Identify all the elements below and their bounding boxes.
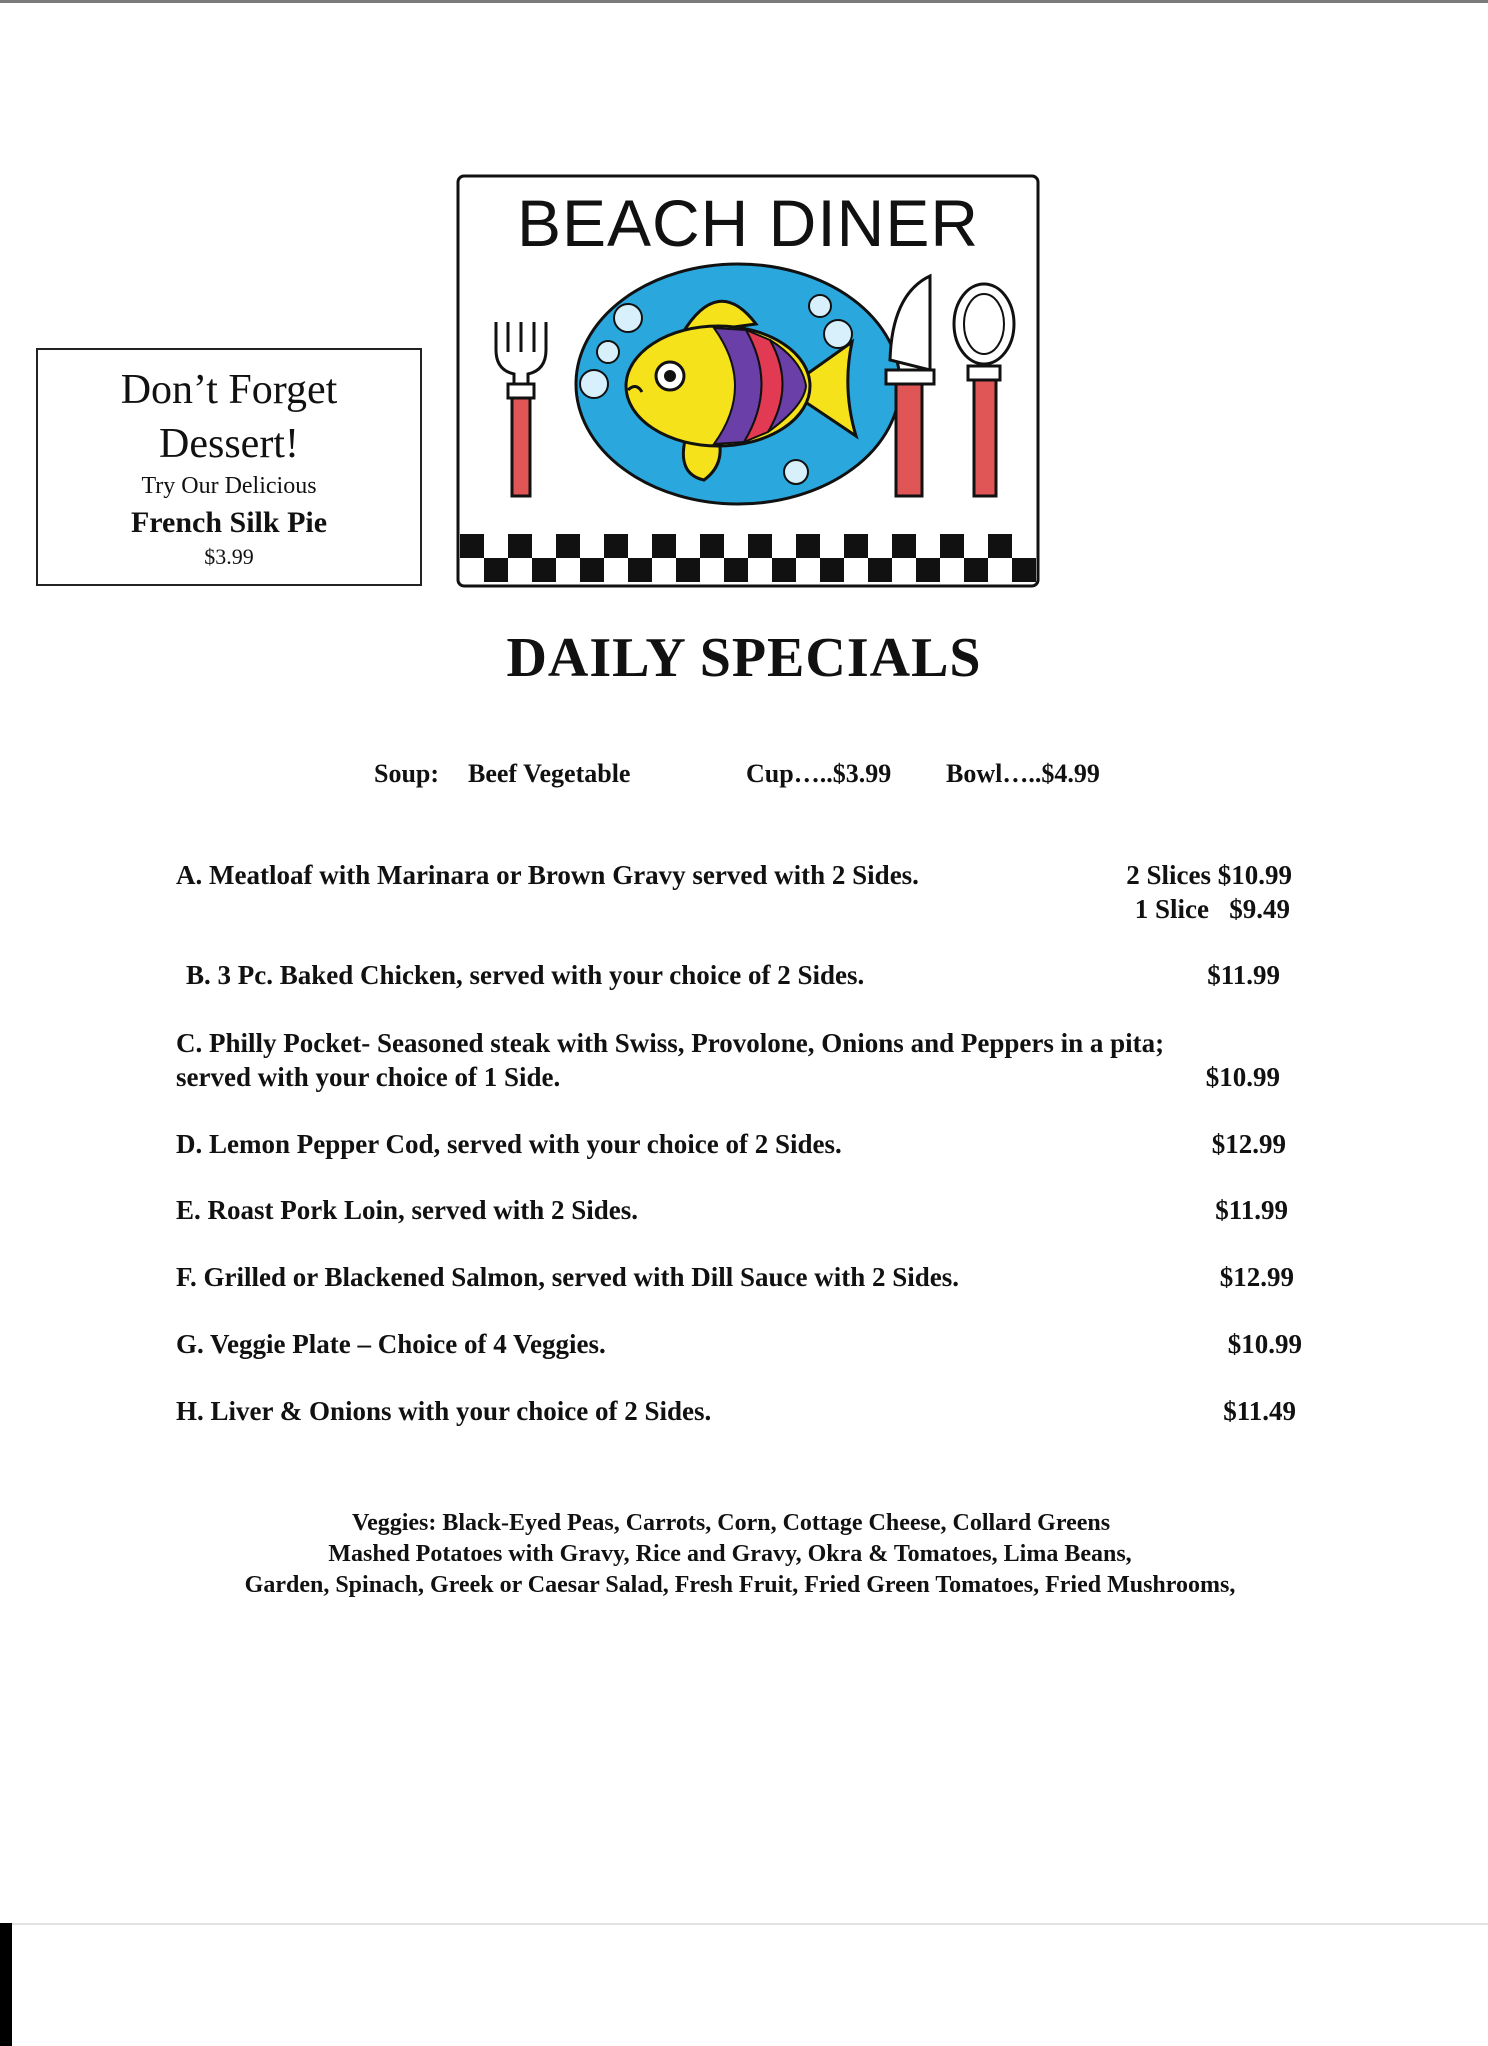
- checker-square: [700, 534, 724, 558]
- checker-square: [964, 558, 988, 582]
- checker-square: [532, 558, 556, 582]
- soup-label: Soup:: [374, 759, 440, 788]
- veggies-line-1: Veggies: Black-Eyed Peas, Carrots, Corn, Cottage Cheese, Collard Greens: [351, 1510, 1111, 1536]
- dessert-line-3: Try Our Delicious: [141, 473, 317, 499]
- checker-square: [604, 534, 628, 558]
- beach-diner-logo: [456, 174, 1040, 588]
- checker-square: [892, 534, 916, 558]
- logo-title: BEACH DINER: [516, 186, 980, 260]
- scan-edge-bottom-left: [0, 1923, 12, 2046]
- checker-square: [724, 558, 748, 582]
- veggies-line-3: Garden, Spinach, Greek or Caesar Salad, Fresh Fruit, Fried Green Tomatoes, Fried Mushrooms,: [244, 1572, 1236, 1598]
- soup-name: Beef Vegetable: [468, 759, 631, 788]
- checker-square: [844, 534, 868, 558]
- checker-square: [796, 534, 820, 558]
- special-c-line-1: C. Philly Pocket- Seasoned steak with Swiss, Provolone, Onions and Peppers in a pita;: [176, 1028, 1165, 1058]
- soup-bowl-price: Bowl…..$4.99: [946, 759, 1100, 788]
- checker-square: [676, 558, 700, 582]
- checker-square: [940, 534, 964, 558]
- checker-square: [988, 534, 1012, 558]
- special-f: F. Grilled or Blackened Salmon, served with Dill Sauce with 2 Sides.: [176, 1262, 960, 1292]
- page-title: DAILY SPECIALS: [506, 627, 982, 689]
- special-b: B. 3 Pc. Baked Chicken, served with your choice of 2 Sides.: [186, 960, 865, 990]
- checker-square: [772, 558, 796, 582]
- special-g-price: $10.99: [1227, 1329, 1302, 1359]
- special-a-price-1: 2 Slices $10.99: [1126, 860, 1292, 890]
- dessert-box: [36, 348, 422, 586]
- checker-square: [916, 558, 940, 582]
- dessert-line-2: Dessert!: [159, 421, 299, 467]
- fish-icon: [576, 264, 900, 504]
- special-g: G. Veggie Plate – Choice of 4 Veggies.: [176, 1329, 606, 1359]
- checker-square: [484, 558, 508, 582]
- veggies-list: [0, 1508, 1488, 1601]
- checker-square: [820, 558, 844, 582]
- checker-square: [460, 534, 484, 558]
- checker-square: [868, 558, 892, 582]
- special-b-price: $11.99: [1207, 960, 1280, 990]
- checker-square: [556, 534, 580, 558]
- checker-square: [580, 558, 604, 582]
- checker-square: [652, 534, 676, 558]
- dessert-item: French Silk Pie: [130, 506, 328, 539]
- special-d-price: $12.99: [1211, 1129, 1286, 1159]
- scan-edge-top: [0, 0, 1488, 3]
- special-h-price: $11.49: [1223, 1396, 1296, 1426]
- special-c-price: $10.99: [1205, 1062, 1280, 1092]
- special-h: H. Liver & Onions with your choice of 2 Sides.: [176, 1396, 712, 1426]
- checker-square: [748, 534, 772, 558]
- special-a-price-2: 1 Slice $9.49: [1134, 894, 1290, 924]
- special-d: D. Lemon Pepper Cod, served with your choice of 2 Sides.: [176, 1129, 842, 1159]
- special-f-price: $12.99: [1219, 1262, 1294, 1292]
- dessert-price: $3.99: [204, 544, 254, 569]
- checker-square: [1012, 558, 1036, 582]
- special-c-line-2: served with your choice of 1 Side.: [176, 1062, 561, 1092]
- special-a: A. Meatloaf with Marinara or Brown Gravy served with 2 Sides.: [176, 860, 919, 890]
- special-e-price: $11.99: [1215, 1195, 1288, 1225]
- scan-fold-line: [0, 1923, 1488, 1925]
- soup-cup-price: Cup…..$3.99: [746, 759, 892, 788]
- checker-square: [628, 558, 652, 582]
- veggies-line-2: Mashed Potatoes with Gravy, Rice and Gravy, Okra & Tomatoes, Lima Beans,: [328, 1541, 1132, 1567]
- special-e: E. Roast Pork Loin, served with 2 Sides.: [176, 1195, 639, 1225]
- dessert-line-1: Don’t Forget: [120, 367, 338, 413]
- checker-square: [508, 534, 532, 558]
